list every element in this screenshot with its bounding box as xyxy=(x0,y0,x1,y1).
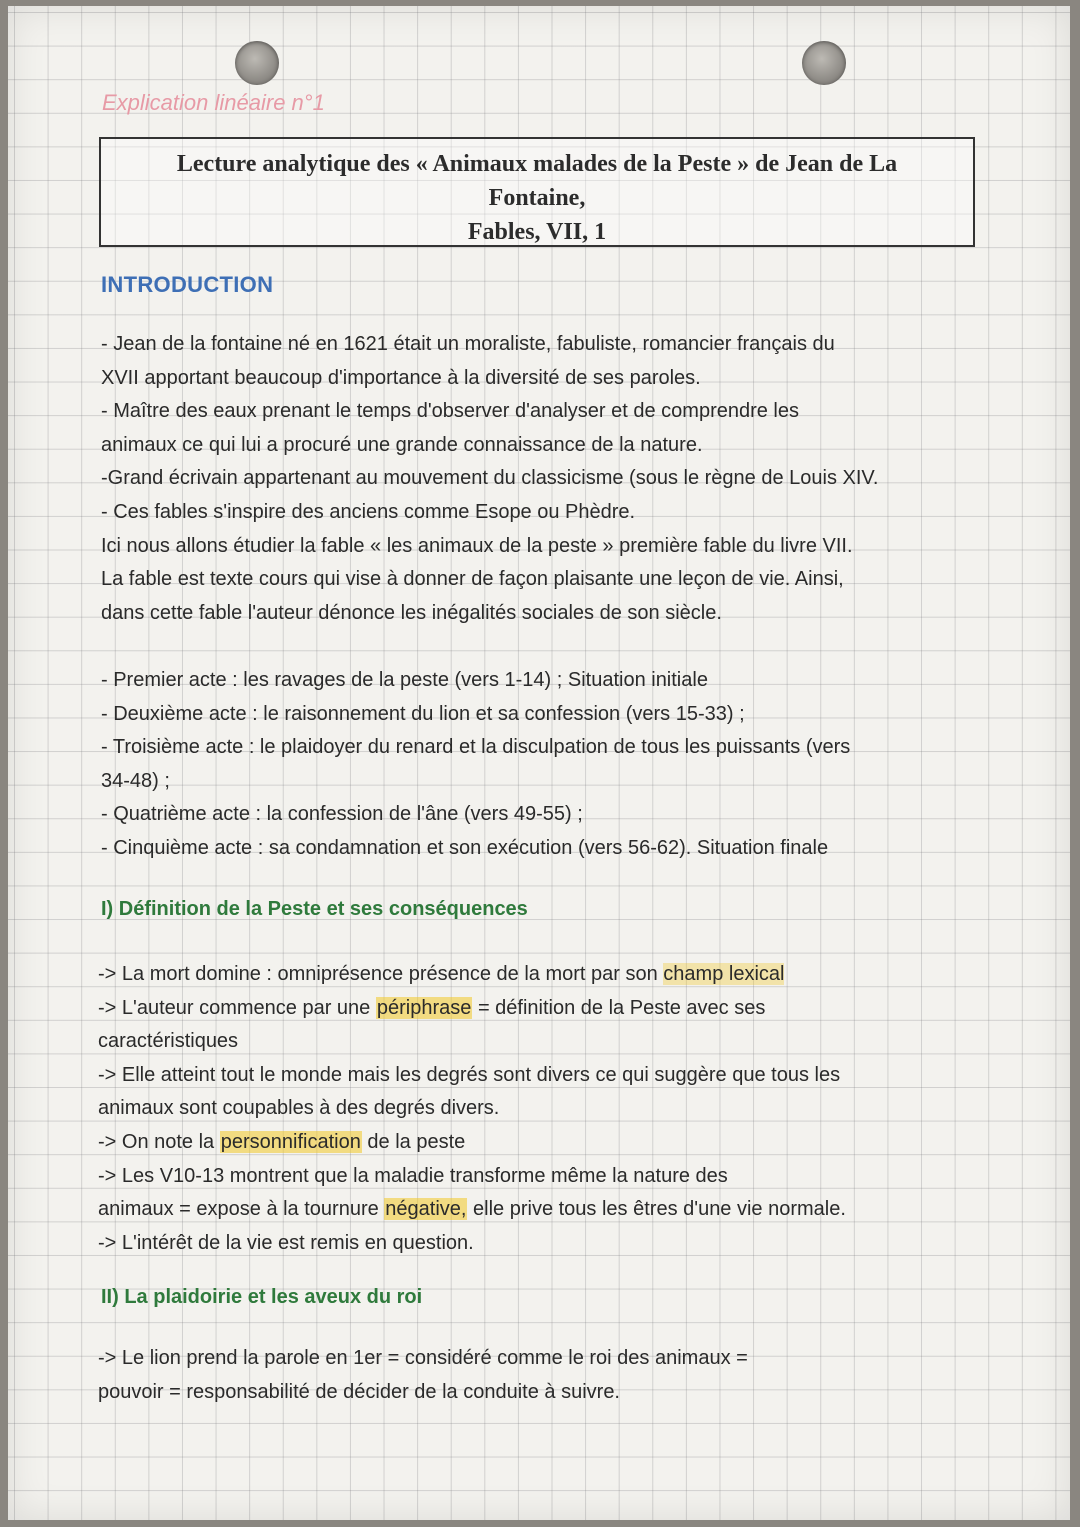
text: -> On note la xyxy=(98,1130,220,1153)
highlight-periphrase: périphrase xyxy=(376,996,472,1019)
act-item: - Deuxième acte : le raisonnement du lion et sa confession (vers 15-33) ; xyxy=(101,702,745,725)
highlight-champ-lexical: champ lexical xyxy=(663,963,785,985)
title-line-1: Lecture analytique des « Animaux malades de la Peste » de Jean de La xyxy=(176,151,898,177)
punch-hole-right xyxy=(802,41,846,85)
acts-list xyxy=(101,664,981,866)
section-1-title: I) Définition de la Peste et ses conséquences xyxy=(101,898,528,920)
intro-line: - Maître des eaux prenant le temps d'observer d'analyser et de comprendre les xyxy=(101,400,799,423)
intro-line: - Jean de la fontaine né en 1621 était un moraliste, fabuliste, romancier français du xyxy=(101,333,835,355)
intro-line: -Grand écrivain appartenant au mouvement du classicisme (sous le règne de Louis XIV. xyxy=(101,467,879,490)
act-item: 34-48) ; xyxy=(101,769,170,792)
section-1-line: animaux sont coupables à des degrés divers. xyxy=(98,1097,500,1120)
section-1-line xyxy=(98,992,978,1026)
intro-line: La fable est texte cours qui vise à donner de façon plaisante une leçon de vie. Ainsi, xyxy=(101,568,844,591)
section-2-text xyxy=(98,1342,978,1409)
text: -> L'auteur commence par une xyxy=(98,996,376,1019)
intro-line: dans cette fable l'auteur dénonce les inégalités sociales de son siècle. xyxy=(101,601,722,624)
section-1-line xyxy=(98,1126,978,1160)
punch-hole-left xyxy=(235,41,279,85)
title-line-2: Fontaine, xyxy=(488,185,586,211)
section-2-line: -> Le lion prend la parole en 1er = considéré comme le roi des animaux = xyxy=(98,1347,748,1369)
section-1-line: caractéristiques xyxy=(98,1030,239,1053)
section-1-text xyxy=(98,958,978,1260)
intro-line: - Ces fables s'inspire des anciens comme Esope ou Phèdre. xyxy=(101,500,636,523)
section-1-line: -> Les V10-13 montrent que la maladie transforme même la nature des xyxy=(98,1164,728,1187)
section-2-title: II) La plaidoirie et les aveux du roi xyxy=(101,1286,423,1308)
section-1-line: -> L'intérêt de la vie est remis en question. xyxy=(98,1231,474,1254)
text: animaux = expose à la tournure xyxy=(98,1198,385,1221)
notebook-page xyxy=(8,6,1070,1520)
act-item: - Quatrième acte : la confession de l'âne (vers 49-55) ; xyxy=(101,803,583,826)
intro-line: Ici nous allons étudier la fable « les animaux de la peste » première fable du livre VII. xyxy=(101,534,853,557)
act-item: - Premier acte : les ravages de la peste (vers 1-14) ; Situation initiale xyxy=(101,669,708,691)
intro-line: animaux ce qui lui a procuré une grande connaissance de la nature. xyxy=(101,433,703,456)
section-2-line: pouvoir = responsabilité de décider de la conduite à suivre. xyxy=(98,1380,620,1403)
section-1-line xyxy=(98,958,978,992)
text: de la peste xyxy=(361,1130,466,1153)
highlight-negative: négative, xyxy=(385,1198,467,1221)
introduction-text xyxy=(101,328,981,630)
section-1-line xyxy=(98,1193,978,1227)
text: = définition de la Peste avec ses xyxy=(472,996,766,1019)
section-1-line: -> Elle atteint tout le monde mais les degrés sont divers ce qui suggère que tous les xyxy=(98,1063,841,1086)
title-box xyxy=(99,137,975,247)
title-line-3: Fables, VII, 1 xyxy=(467,219,607,245)
intro-line: XVII apportant beaucoup d'importance à la diversité de ses paroles. xyxy=(101,366,701,389)
act-item: - Cinquième acte : sa condamnation et son exécution (vers 56-62). Situation finale xyxy=(101,836,829,859)
introduction-heading: INTRODUCTION xyxy=(101,272,274,297)
act-item: - Troisième acte : le plaidoyer du renard et la disculpation de tous les puissants (vers xyxy=(101,736,851,759)
text: elle prive tous les êtres d'une vie normale. xyxy=(467,1198,846,1221)
text: -> La mort domine : omniprésence présence de la mort par son xyxy=(98,963,664,985)
explication-label: Explication linéaire n°1 xyxy=(102,90,325,115)
highlight-personnification: personnification xyxy=(220,1130,361,1153)
